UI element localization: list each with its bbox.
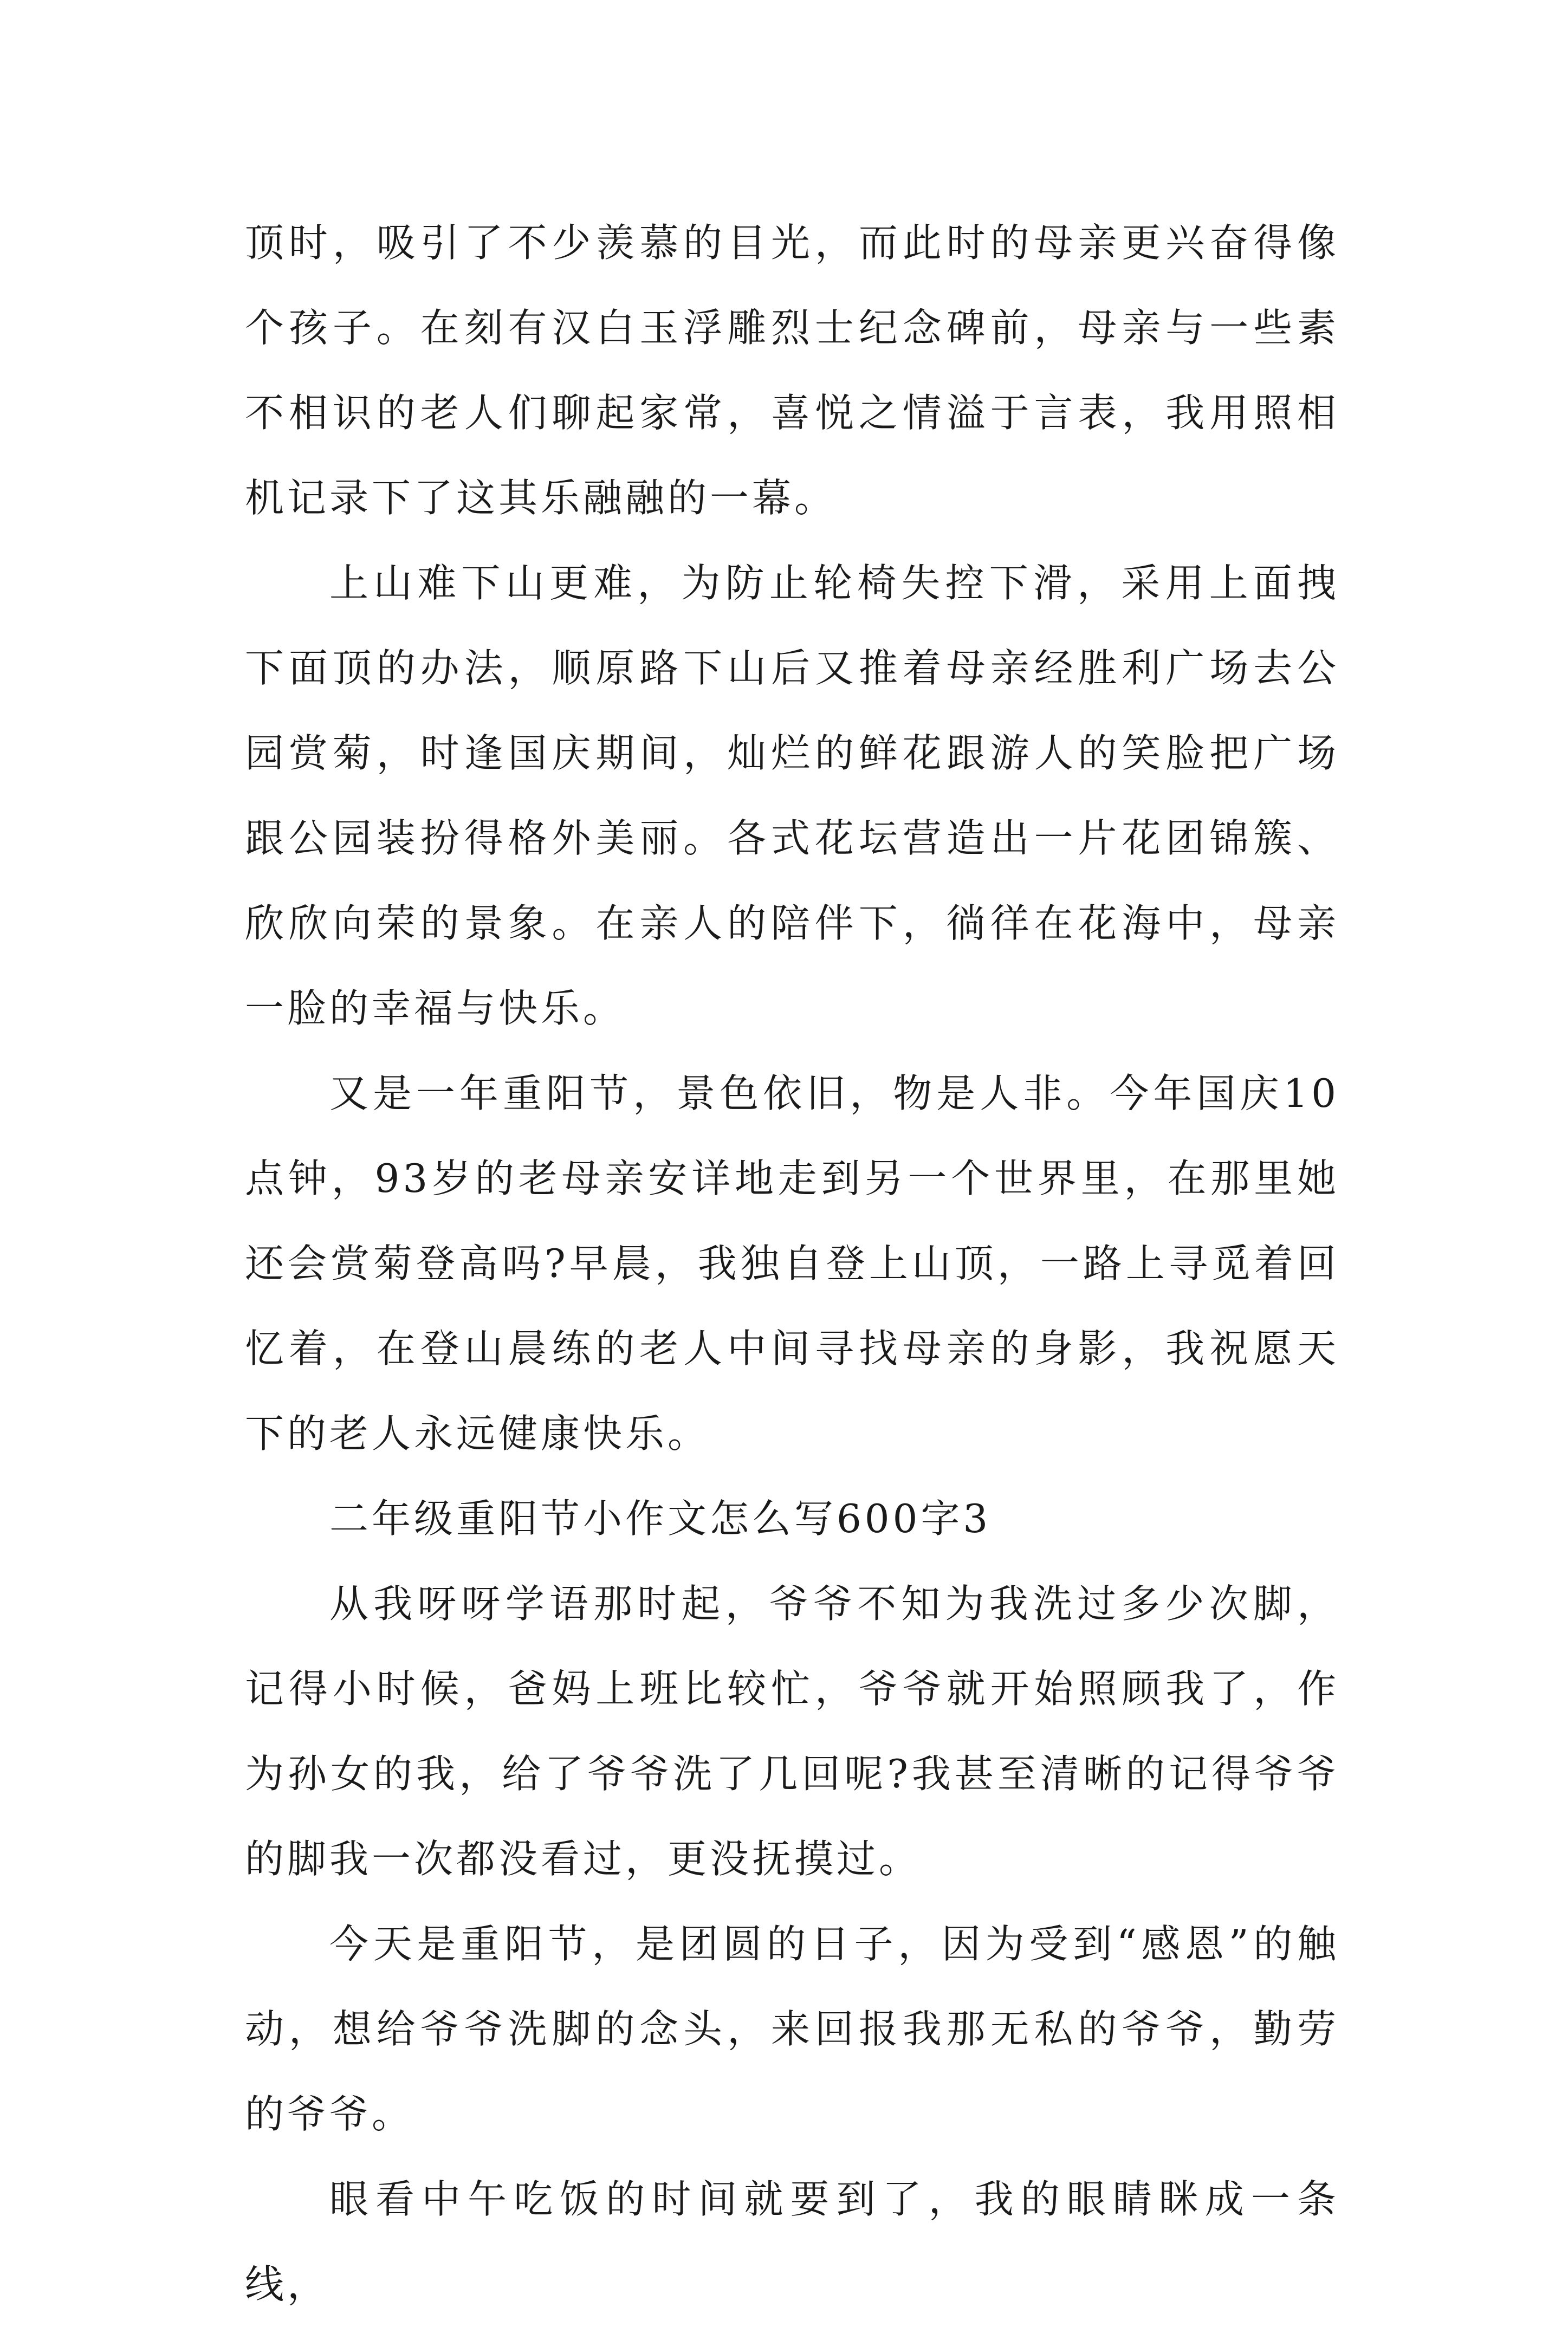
paragraph-descent: 上山难下山更难，为防止轮椅失控下滑，采用上面拽下面顶的办法，顺原路下山后又推着母亲经胜利广场去公园赏菊，时逢国庆期间，灿烂的鲜花跟游人的笑脸把广场跟公园装扮得格外美丽。各式花坛营造出一片花团锦簇、欣欣向荣的景象。在亲人的陪伴下，徜徉在花海中，母亲一脸的幸福与快乐。	[245, 560, 1339, 1031]
essay-heading: 二年级重阳节小作文怎么写600字3	[329, 1496, 992, 1541]
paragraph-remembrance: 又是一年重阳节，景色依旧，物是人非。今年国庆10点钟，93岁的老母亲安详地走到另一个世界里，在那里她还会赏菊登高吗?早晨，我独自登上山顶，一路上寻觅着回忆着，在登山晨练的老人中间寻找母亲的身影，我祝愿天下的老人永远健康快乐。	[245, 1071, 1339, 1456]
paragraph-double-ninth: 今天是重阳节，是团圆的日子，因为受到“感恩”的触动，想给爷爷洗脚的念头，来回报我那无私的爷爷，勤劳的爷爷。	[245, 1921, 1339, 2137]
document-body	[245, 200, 1339, 2327]
paragraph-grandpa-memory: 从我呀呀学语那时起，爷爷不知为我洗过多少次脚，记得小时候，爸妈上班比较忙，爷爷就开始照顾我了，作为孙女的我，给了爷爷洗了几回呢?我甚至清晰的记得爷爷的脚我一次都没看过，更没抚摸过。	[245, 1581, 1339, 1882]
paragraph-noon: 眼看中午吃饭的时间就要到了，我的眼睛眯成一条线，	[245, 2176, 1339, 2307]
paragraph-continuation: 顶时，吸引了不少羡慕的目光，而此时的母亲更兴奋得像个孩子。在刻有汉白玉浮雕烈士纪念碑前，母亲与一些素不相识的老人们聊起家常，喜悦之情溢于言表，我用照相机记录下了这其乐融融的一幕。	[245, 220, 1339, 521]
